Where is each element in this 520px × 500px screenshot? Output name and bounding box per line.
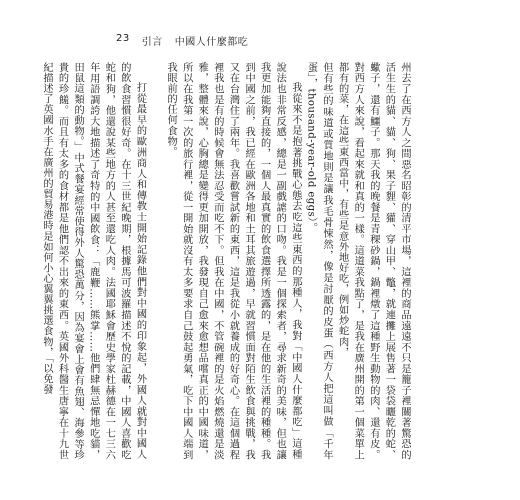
page-number: 23 [116,33,130,44]
paragraph: 打從最早的歐洲商人和傳教士開始記錄他們對中國的印象起，外國人就對中國人的飲食習慣很好奇。在十三世紀晚期，根據馬可波羅描述不悅的記載，中國人喜歡吃蛇和狗，他還說某些地方的人甚至還吃人肉。法國耶穌會歷史學家杜赫德在一七三六年用語調誇大地描述了奇特的中國飲食：「鹿鞭……熊掌……他們肆無忌憚地吃貓，田鼠這類的動物。」中式餐宴經常使得外人驚恐萬分，因為宴會上會有魚翅、海參等珍貴的珍饈。而且有太多的食材都是他們認不出來的東西。英國外科醫生唐寧在十九世紀描述了英國水手在廣州的貿易港時是如何小心翼翼挑選食物，「以免發 [40,62,146,460]
section-label: 引言 [141,37,163,48]
paragraph: 但有些的味道或質地則是讓我毛骨悚然，像是討厭的皮蛋（西方人把這叫做「千年蛋」，thousand-year-old eggs）。 [305,62,333,460]
paragraph: 我從來不是抱著挑戰心態去吃這些東西的那種人，我對「中國人什麼都吃」這種說法也非常反感，總是一副戲謔的口吻。我是一個探索者，尋求新奇的美味，但也讓我更加能夠直接的，一個人最真實的飲食選擇所透露的，是在他的生活裡的種種。我到中國之前，我已經在歐洲各地和土耳其旅遊過，早就習慣面對陌生飲食與挑戰，我又在台灣住了兩年。我喜歡嘗試新的東西，這是我從小就養成的好奇心。在這個過程裡我也是有的時候會無法忍受而吃不下。但我在中國，不管碗裡的是火焰燃燒還是淡雅，整體來說，心胸總是變得更加開放，我發現自己愈來愈想品嚐真正的中國味道，所以在我第一次的旅行裡，從一開始就沒有太多要求自己鼓起勇氣，吃下中國人端到我眼前的任何食物。 [165,62,301,460]
body-text [40,62,412,460]
running-title: 中國人什麼都吃 [174,37,249,48]
running-header [116,33,248,48]
paragraph: 州去了在西方人之間惡名昭彰的清平市場，這裡的商品遠遠不只是籠子裡關著驚恐的活生生的貓、貓、狗、果子貍、獾、穿山甲、鼈，就連攤上展售著一袋袋曬乾的蛇、蠍子，還有鱷子。那天我的晚餐是青稞砂鍋，鍋裡燉了這種野生動物的肉、還有皮。對西方人來說，看起來就和真的一樣。這道菜我點了，是我在廣州開的第一個菜單上都有的菜，在這些東西當中，有些是意外地好吃，例如炒蛇肉， [336,62,410,460]
